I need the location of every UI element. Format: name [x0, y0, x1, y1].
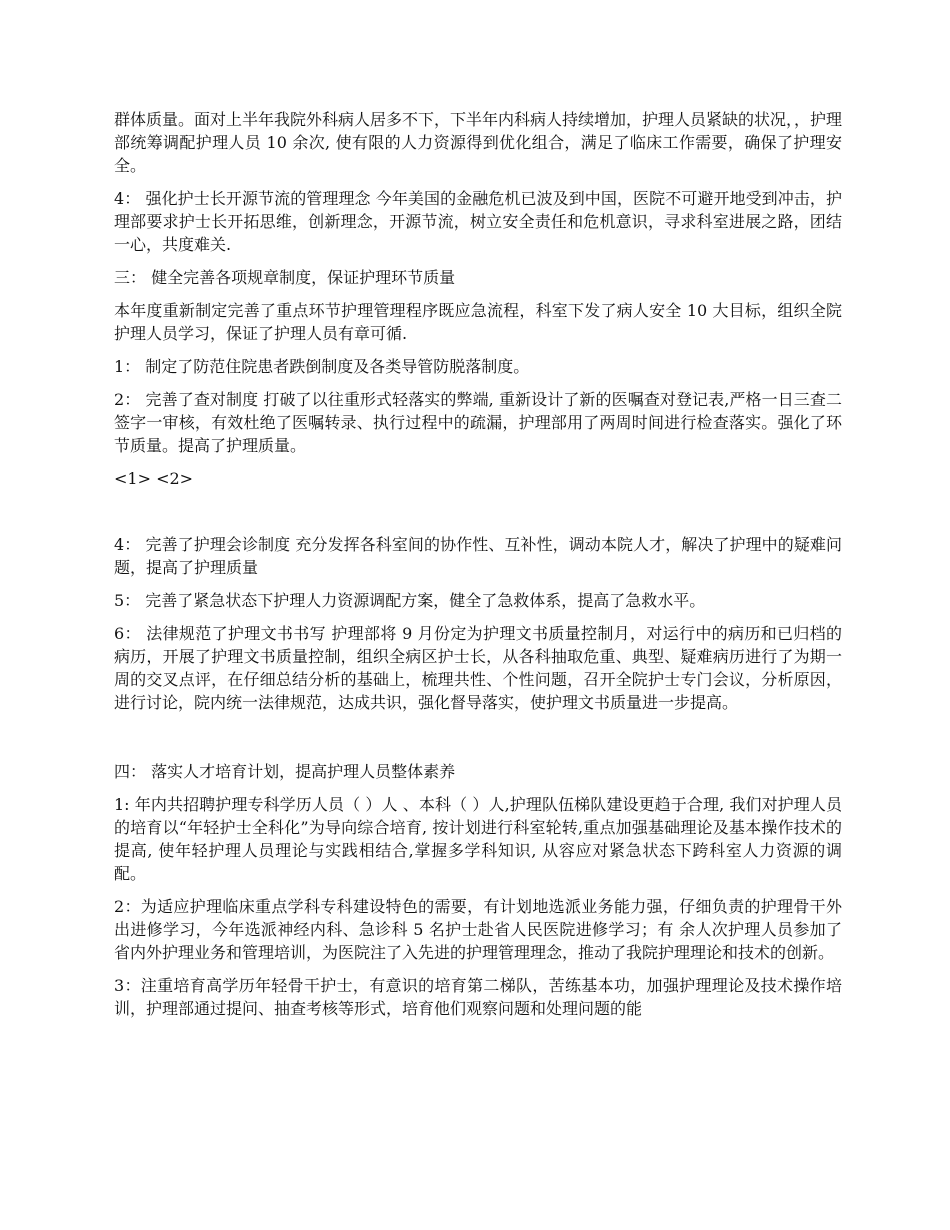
paragraph-training-2: 2：为适应护理临床重点学科专科建设特色的需要，有计划地选派业务能力强，仔细负责的护理骨干外出进修学习，今年选派神经内科、急诊科 5 名护士赴省人民医院进修学习；有 余人次护理人员参加了省内外护理业务和管理培训，为医院注了入先进的护理管理理念，推动了我院护理理论和技术的创新。: [114, 897, 842, 962]
paragraph-training-3: 3：注重培育高学历年轻骨干护士，有意识的培育第二梯队，苦练基本功，加强护理理论及技术操作培训，护理部通过提问、抽查考核等形式，培育他们观察问题和处理问题的能: [114, 976, 842, 1018]
page-markers: <1> <2>: [114, 469, 194, 488]
section-gap: [114, 724, 842, 760]
section-heading-3: 三： 健全完善各项规章制度，保证护理环节质量: [114, 268, 456, 287]
paragraph-item-6-documentation: 6： 法律规范了护理文书书写 护理部将 9 月份定为护理文书质量控制月，对运行中的病历和已归档的病历，开展了护理文书质量控制，组织全病区护士长，从各科抽取危重、典型、疑难病历进行了为期一周的交叉点评，在仔细总结分析的基础上，梳理共性、个性问题，召开全院护士专门会议，分析原因，进行讨论，院内统一法律规范，达成共识，强化督导落实，使护理文书质量进一步提高。: [114, 624, 842, 712]
paragraph-training-1: 1: 年内共招聘护理专科学历人员（ ）人 、本科（ ）人,护理队伍梯队建设更趋于合理, 我们对护理人员的培育以“年轻护士全科化”为导向综合培育, 按计划进行科室轮转,重点加强基础理论及基本操作技术的提高, 使年轻护理人员理论与实践相结合,掌握多学科知识, 从容应对紧急状态下跨科室人力资源的调配。: [114, 795, 842, 883]
paragraph-group-quality: 群体质量。面对上半年我院外科病人居多不下，下半年内科病人持续增加，护理人员紧缺的状况，，护理部统筹调配护理人员 10 余次, 使有限的人力资源得到优化组合，满足了临床工作需要，确保了护理安全。: [114, 110, 843, 175]
paragraph-item-4-head-nurse: 4： 强化护士长开源节流的管理理念 今年美国的金融危机已波及到中国，医院不可避开地受到冲击，护理部要求护士长开拓思维，创新理念，开源节流，树立安全责任和危机意识，寻求科室进展之路，团结一心，共度难关.: [114, 189, 842, 254]
section-heading-4: 四： 落实人才培育计划，提高护理人员整体素养: [114, 762, 456, 781]
paragraph-item-1-fall-prevention: 1： 制定了防范住院患者跌倒制度及各类导管防脱落制度。: [114, 357, 530, 376]
page-break-gap: [114, 500, 842, 533]
paragraph-section-3-intro: 本年度重新制定完善了重点环节护理管理程序既应急流程，科室下发了病人安全 10 大目标，组织全院护理人员学习，保证了护理人员有章可循.: [114, 301, 842, 343]
paragraph-item-4-consultation: 4： 完善了护理会诊制度 充分发挥各科室间的协作性、互补性，调动本院人才，解决了护理中的疑难问题，提高了护理质量: [114, 535, 842, 577]
document-page: [114, 108, 842, 1030]
paragraph-item-2-check-system: 2： 完善了查对制度 打破了以往重形式轻落实的弊端, 重新设计了新的医嘱查对登记表,严格一日三查二签字一审核，有效杜绝了医嘱转录、执行过程中的疏漏，护理部用了两周时间进行检查落实。强化了环节质量。提高了护理质量。: [114, 390, 842, 455]
paragraph-item-5-emergency: 5： 完善了紧急状态下护理人力资源调配方案，健全了急救体系，提高了急救水平。: [114, 591, 706, 610]
